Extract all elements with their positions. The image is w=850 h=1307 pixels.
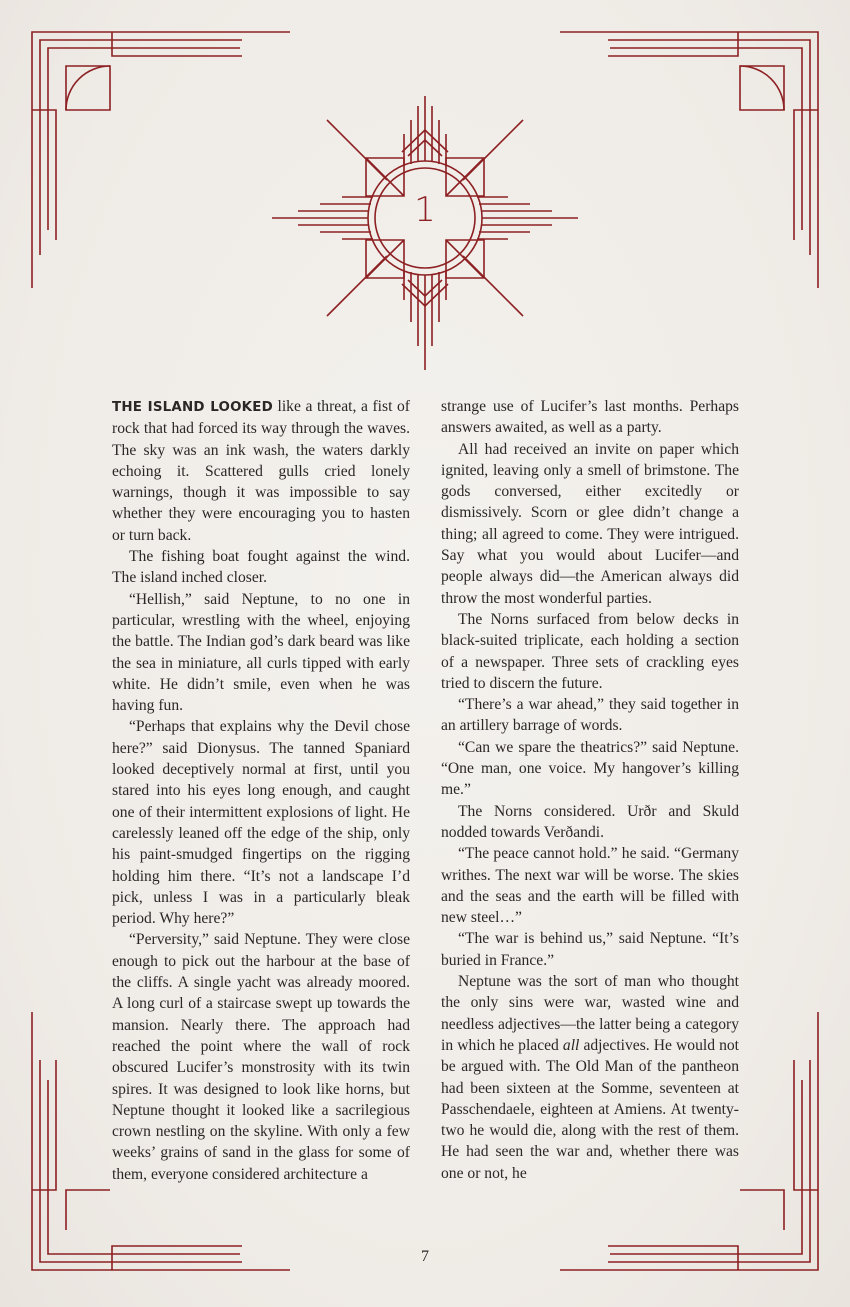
paragraph: “There’s a war ahead,” they said together in an artillery barrage of words. [441, 696, 739, 735]
text-column-left [112, 396, 410, 1185]
chapter-number: 1 [414, 190, 436, 230]
page-number: 7 [421, 1248, 429, 1265]
corner-ornament-top-right [560, 32, 818, 288]
chapter-sunburst-ornament [272, 96, 578, 370]
paragraph: “Hellish,” said Neptune, to no one in particular, wrestling with the wheel, enjoying the battle. The Indian god’s dark beard was like the sea in miniature, all curls tipped with early white. He didn’t smile, even when he was having fun. [112, 590, 410, 715]
paragraph: THE ISLAND LOOKED like a threat, a fist of rock that had forced its way through the waves. The sky was an ink wash, the waters darkly echoing it. Scattered gulls cried lonely warnings, though it was impossible to say whether they were encouraging you to hasten or turn back. [112, 398, 410, 544]
paragraph: The Norns surfaced from below decks in black-suited triplicate, each holding a section of a newspaper. Three sets of crackling eyes tried to discern the future. [441, 610, 739, 692]
paragraph: All had received an invite on paper which ignited, leaving only a smell of brimstone. The gods conversed, either excitedly or dismissively. Scorn or glee didn’t change a thing; all agreed to come. They were intrigued. Say what you would about Lucifer—and people always did—the American always did throw the most wonderful parties. [441, 440, 739, 607]
chapter-lead-in: THE ISLAND LOOKED [112, 400, 273, 415]
text-column-right [441, 396, 739, 1184]
paragraph: “The peace cannot hold.” he said. “Germany writhes. The next war will be worse. The skies and the seas and the earth will be filled with new steel…” [441, 845, 739, 927]
emphasis: all [562, 1036, 580, 1054]
paragraph: “Can we spare the theatrics?” said Neptune. “One man, one voice. My hangover’s killing me.” [441, 738, 739, 799]
paragraph: The Norns considered. Urðr and Skuld nodded towards Verðandi. [441, 802, 739, 841]
paragraph: “Perversity,” said Neptune. They were close enough to pick out the harbour at the base of the cliffs. A single yacht was already moored. A long curl of a staircase swept up towards the mansion. Nearly there. The approach had reached the point where the wall of rock obscured Lucifer’s monstrosity with its twin spires. It was designed to look like horns, but Neptune thought it looked like a sacrilegious crown nestling on the skyline. With only a few weeks’ grains of sand in the glass for some of them, everyone considered architecture a [112, 931, 410, 1183]
paragraph: The fishing boat fought against the wind. The island inched closer. [112, 548, 410, 587]
paragraph: “The war is behind us,” said Neptune. “It’s buried in France.” [441, 930, 739, 969]
paragraph: Neptune was the sort of man who thought the only sins were war, wasted wine and needless adjectives—the latter being a category in which he placed all adjectives. He would not be argued with. The Old Man of the pantheon had been sixteen at the Somme, seventeen at Passchendaele, eighteen at Amiens. At twenty-two he would die, along with the rest of them. He had seen the war and, whether there was one or not, he [441, 973, 739, 1182]
corner-ornament-top-left [32, 32, 290, 288]
paragraph: strange use of Lucifer’s last months. Perhaps answers awaited, as well as a party. [441, 398, 739, 437]
paragraph: “Perhaps that explains why the Devil chose here?” said Dionysus. The tanned Spaniard looked deceptively normal at first, until you stared into his eyes long enough, and caught one of their intermittent explosions of light. He carelessly leaned off the edge of the ship, only his paint-smudged fingertips on the rigging holding him there. “It’s not a landscape I’d pick, unless I was in a particularly bleak period. Why here?” [112, 718, 410, 928]
